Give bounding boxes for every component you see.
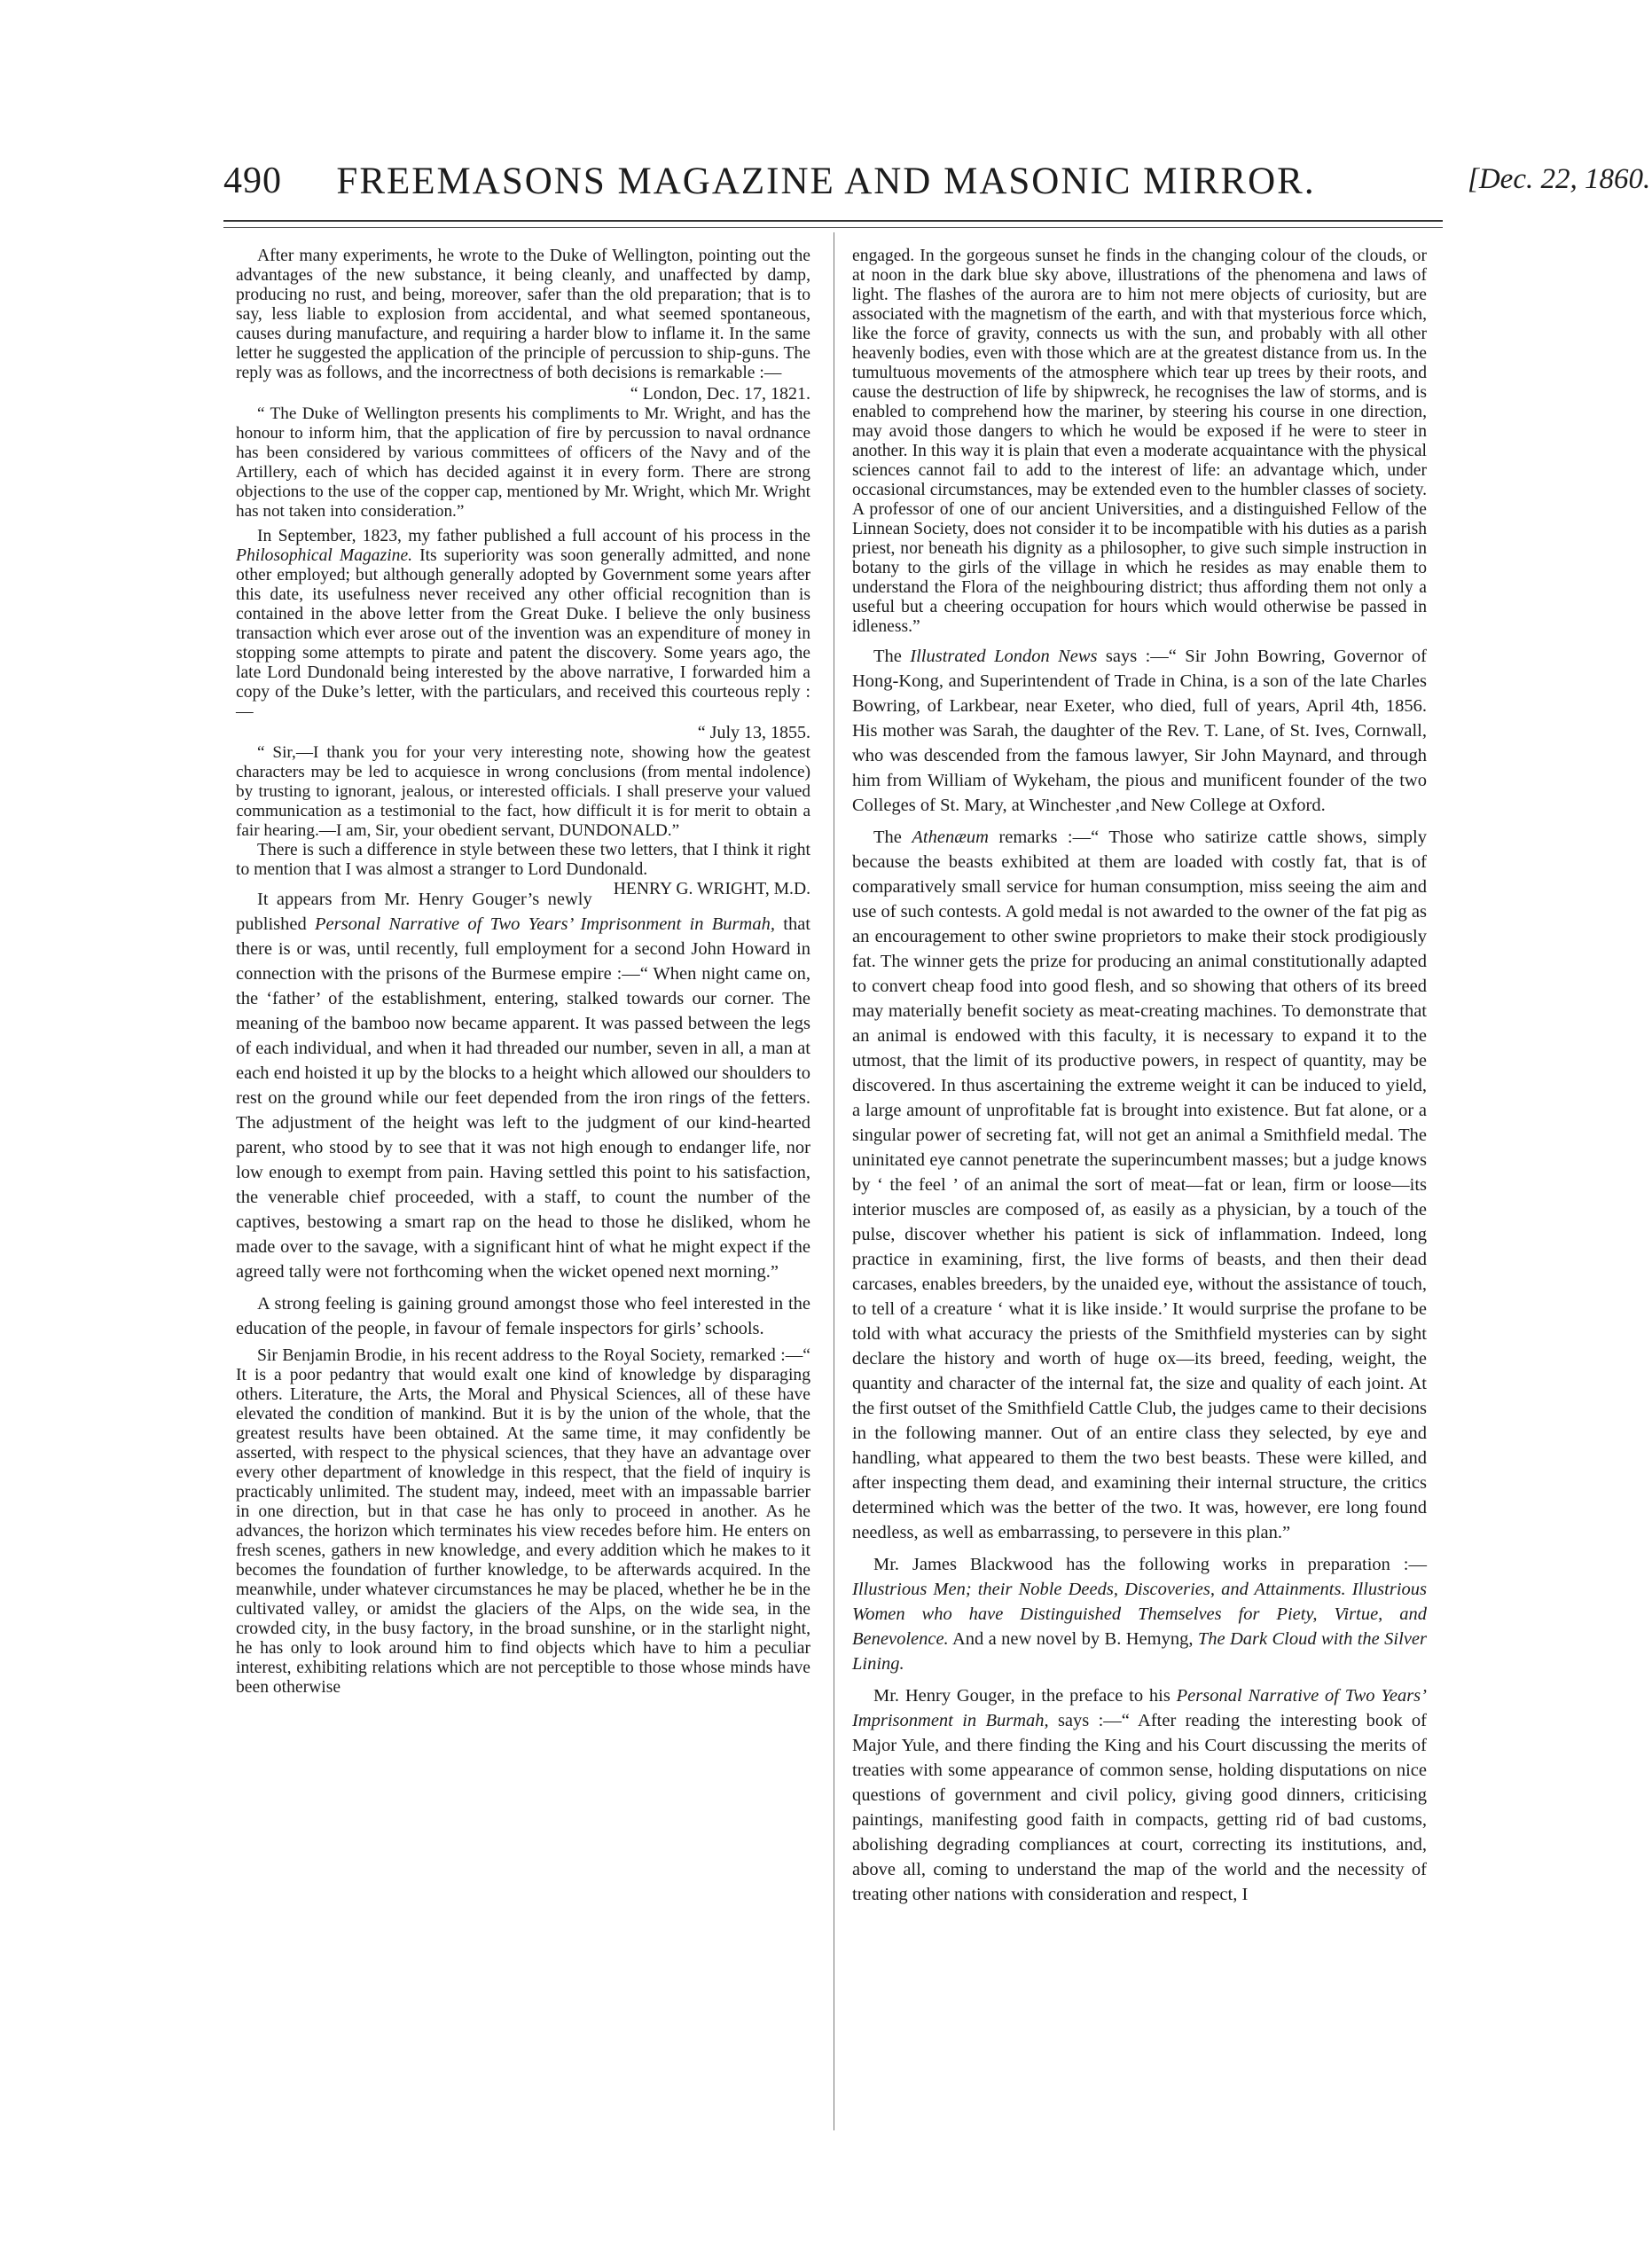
header-rule: [223, 220, 1443, 222]
letter-quote: “ The Duke of Wellington presents his compliments to Mr. Wright, and has the honour to inform him, that the application of fire by percussion to naval ordnance has been considered by various committees of officers of the Navy and of the Artillery, each of which has decided against it in every form. There are strong objections to the use of the copper cap, mentioned by Mr. Wright, which Mr. Wright has not taken into consideration.”: [236, 404, 810, 521]
right-column: [852, 247, 1427, 1907]
paragraph: engaged. In the gorgeous sunset he finds in the changing colour of the clouds, or at noon in the dark blue sky above, illustrations of the phenomena and laws of light. The flashes of the aurora are to him not mere objects of curiosity, but are associated with the magnetism of the earth, and with that mysterious force which, like the force of gravity, connects us with the sun, and probably with all other heavenly bodies, even with those which are at the greatest distance from us. In the tumultuous movements of the atmosphere which tear up trees by their roots, and cause the destruction of life by shipwreck, he recognises the law of storms, and is enabled to comprehend how the mariner, by steering his course in one direction, may avoid those dangers to which he would be exposed if he were to steer in another. In this way it is plain that even a moderate acquaintance with the physical sciences cannot fail to add to the interest of life: an advantage which, under occasional circumstances, may be extended even to the humbler classes of society. A professor of one of our ancient Universities, and a distinguished Fellow of the Linnean Society, does not consider it to be incompatible with his duties as a parish priest, nor beneath his dignity as a philosopher, to give such simple instruction in botany to the girls of the village in which he resides as may enable them to understand the Flora of the neighbouring district; thus affording them not only a useful but a cheering occupation for hours which would otherwise be passed in idleness.”: [852, 247, 1427, 636]
paragraph: The Illustrated London News says :—“ Sir John Bowring, Governor of Hong-Kong, and Superintendent of Trade in China, is a son of the late Charles Bowring, of Larkbear, near Exeter, who died, full of years, April 4th, 1856. His mother was Sarah, the daughter of the Rev. T. Lane, of St. Ives, Cornwall, who was descended from the famous lawyer, Sir John Maynard, and through him from William of Wykeham, the pious and munificent founder of the two Colleges of St. Mary, at Winchester ,and New College at Oxford.: [852, 647, 1427, 815]
left-column: [236, 247, 810, 1698]
letter-dateline: “ July 13, 1855.: [697, 723, 810, 742]
page-number: 490: [223, 161, 282, 201]
letter-dateline: “ London, Dec. 17, 1821.: [630, 384, 810, 404]
paragraph: It appears from Mr. Henry Gouger’s newly published Personal Narrative of Two Years’ Imprisonment in Burmah, that there is or was, until recently, full employment for a second John Howard in connection with the prisons of the Burmese empire :—“ When night came on, the ‘father’ of the establishment, entering, stalked towards our corner. The meaning of the bamboo now became apparent. It was passed between the legs of each individual, and when it had threaded our number, seven in all, a man at each end hoisted it up by the blocks to a height which allowed our shoulders to rest on the ground while our feet depended from the iron rings of the fetters. The adjustment of the height was left to the judgment of our kind-hearted parent, who stood by to see that it was not high enough to endanger life, nor low enough to exempt from pain. Having settled this point to his satisfaction, the venerable chief proceeded, with a staff, to count the number of the captives, bestowing a smart rap on the head to those he disliked, whom he made over to the savage, with a significant hint of what he might expect if the agreed tally were not forthcoming when the wicket opened next morning.”: [236, 890, 811, 1282]
paragraph: The Athenæum remarks :—“ Those who satirize cattle shows, simply because the beasts exhibited at them are loaded with costly fat, that is of comparatively small service for human consumption, miss seeing the aim and use of such contests. A gold medal is not awarded to the owner of the fat pig as an encouragement to other swine proprietors to make their stock prodigiously fat. The winner gets the prize for producing an animal constitutionally adapted to convert cheap food into good flesh, and so showing that others of its breed may materially benefit society as meat-creating machines. To demonstrate that an animal is endowed with this faculty, it is necessary to expand it to the utmost, that the limit of its productive powers, in respect of quantity, may be discovered. In thus ascertaining the extreme weight it can be induced to yield, a large amount of unprofitable fat is brought into existence. But fat alone, or a singular power of secreting fat, will not get an animal a Smithfield medal. The uninitated eye cannot penetrate the superincumbent masses; but a judge knows by ‘ the feel ’ of an animal the sort of meat—fat or lean, firm or loose—its interior muscles are composed of, as easily as a physician, by a touch of the pulse, discover whether his patient is sick of inflammation. Indeed, long practice in examining, first, the live forms of beasts, and then their dead carcases, enables breeders, by the unaided eye, without the assistance of touch, to tell of a creature ‘ what it is like inside.’ It would surprise the profane to be told with what accuracy the priests of the Smithfield mysteries can by sight declare the history and worth of huge ox—its breed, feeding, weight, the quantity and character of the internal fat, the size and quality of each joint. At the first outset of the Smithfield Cattle Club, the judges came to their decisions in the following manner. Out of an entire class they selected, by eye and handling, what appeared to them the two best beasts. These were killed, and after inspecting them dead, and examining their internal structure, the critics determined which was the better of the two. It was, however, ere long found needless, as well as embarrassing, to persevere in this plan.”: [852, 828, 1428, 1542]
paragraph: In September, 1823, my father published a full account of his process in the Philosophical Magazine. Its superiority was soon generally admitted, and none other employed; but although generally adopted by Government some years after this date, its usefulness never received any other official recognition than is contained in the above letter from the Great Duke. I believe the only business transaction which ever arose out of the invention was an expenditure of money in stopping some attempts to pirate and patent the discovery. Some years ago, the late Lord Dundonald being interested by the above narrative, I forwarded him a copy of the Duke’s letter, with the particulars, and received this courteous reply :—: [236, 527, 811, 721]
author-signature: HENRY G. WRIGHT, M.D.: [613, 880, 810, 898]
letter-quote: “ Sir,—I thank you for your very interesting note, showing how the geatest characters may be led to acquiesce in wrong conclusions (from mental indolence) by trusting to ignorant, jealous, or interested officials. I shall preserve your valued communication as a testimonial to the fact, how difficult it is for merit to obtain a fair hearing.—I am, Sir, your obedient servant, DUNDONALD.”: [236, 743, 810, 840]
paragraph: Sir Benjamin Brodie, in his recent address to the Royal Society, remarked :—“ It is a poor pedantry that would exalt one kind of knowledge by disparaging others. Literature, the Arts, the Moral and Physical Sciences, all of these have elevated the condition of mankind. But it is by the union of the whole, that the greatest results have been obtained. At the same time, it may confidently be asserted, with respect to the physical sciences, that they have an advantage over every other department of knowledge in this respect, that the field of inquiry is practicably unlimited. The student may, indeed, meet with an impassable barrier in one direction, but in that case he has only to proceed in another. As he advances, the horizon which terminates his view recedes before him. He enters on fresh scenes, gathers in new knowledge, and every addition which he makes to it becomes the foundation of further knowledge, to be afterwards acquired. In the meanwhile, under whatever circumstances he may be placed, whether he be in the cultivated valley, or amidst the glaciers of the Alps, on the wide sea, in the crowded city, in the busy factory, in the broad sunshine, or in the starlight night, he has only to look around him to find objects which have to him a peculiar interest, exhibiting relations which are not perceptible to those whose minds have been otherwise: [236, 1346, 810, 1697]
paragraph: A strong feeling is gaining ground amongst those who feel interested in the education of the people, in favour of female inspectors for girls’ schools.: [236, 1294, 810, 1338]
paragraph: There is such a difference in style between these two letters, that I think it right to mention that I was almost a stranger to Lord Dundonald. HENRY G. WRIGHT, M.D.: [236, 841, 810, 898]
magazine-title: FREEMASONS MAGAZINE AND MASONIC MIRROR.: [336, 161, 1316, 202]
paragraph: Mr. James Blackwood has the following works in preparation :— Illustrious Men; their Noble Deeds, Discoveries, and Attainments. Illustrious Women who have Distinguished Themselves for Piety, Virtue, and Benevolence. And a new novel by B. Hemyng, The Dark Cloud with the Silver Lining.: [852, 1555, 1427, 1674]
paragraph: Mr. Henry Gouger, in the preface to his Personal Narrative of Two Years’ Imprisonment in Burmah, says :—“ After reading the interesting book of Major Yule, and there finding the King and his Court discussing the merits of treaties with some appearance of common sense, holding disputations on nice questions of government and civil policy, giving good dinners, criticising paintings, manifesting good faith in compacts, getting rid of bad customs, abolishing degrading compliances at court, correcting its institutions, and, above all, coming to understand the map of the world and the necessity of treating other nations with consideration and respect, I: [852, 1686, 1427, 1904]
paragraph: After many experiments, he wrote to the Duke of Wellington, pointing out the advantages of the new substance, it being cleanly, and unaffected by damp, producing no rust, and being, moreover, safer than the old preparation; that is to say, less liable to explosion from accidental, and what seemed spontaneous, causes during manufacture, and requiring a harder blow to inflame it. In the same letter he suggested the application of the principle of percussion to ship-guns. The reply was as follows, and the incorrectness of both decisions is remarkable :—: [236, 247, 810, 382]
issue-date: [Dec. 22, 1860.: [1468, 163, 1651, 195]
header-rule-thin: [223, 227, 1443, 228]
page-header: [0, 160, 1652, 222]
